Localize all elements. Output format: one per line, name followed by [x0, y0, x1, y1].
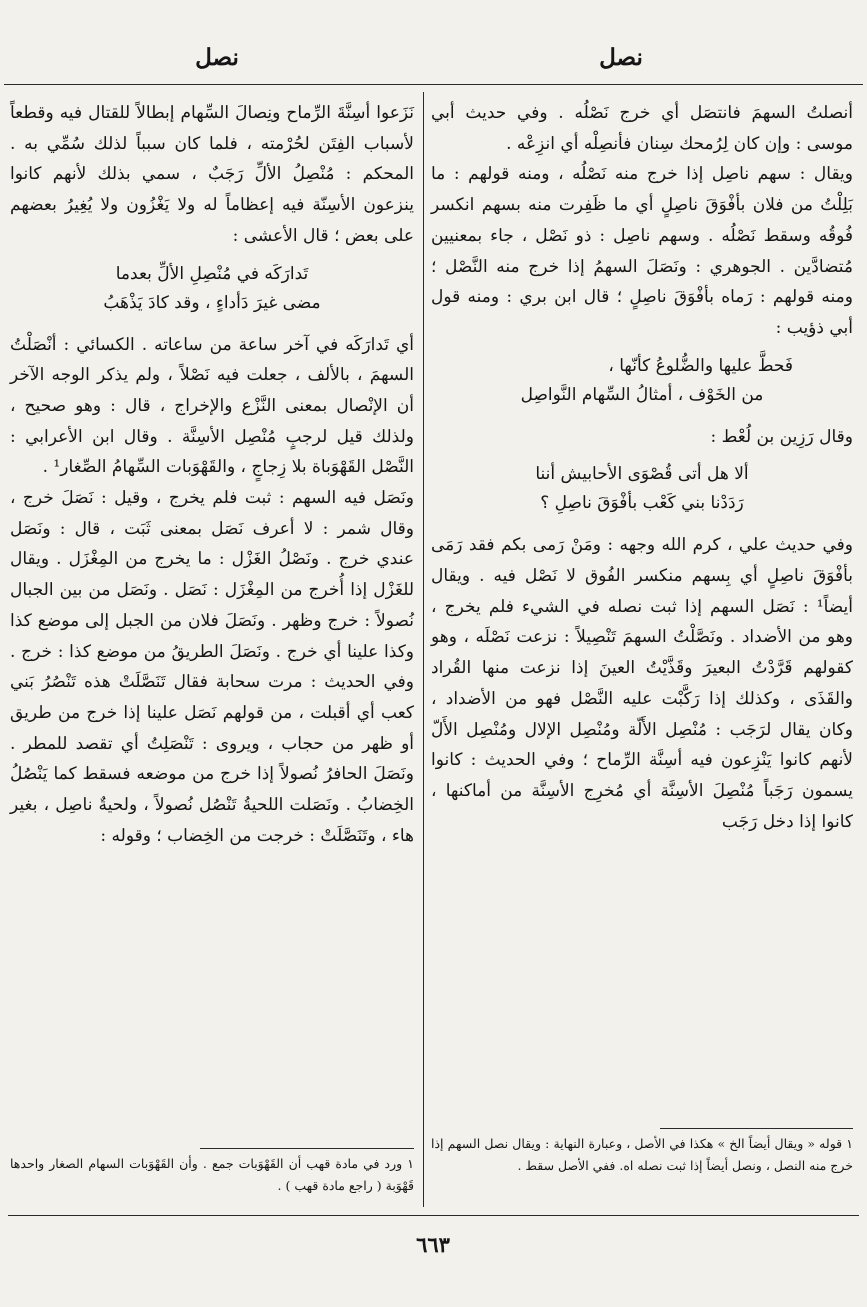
- page-number: ٦٦٣: [416, 1232, 450, 1257]
- right-paragraph-2: ويقال : سهم ناصِل إذا خرج منه نَصْلُه ، ومنه قولهم : ما بَلِلْتُ من فلان بأفْوَقَ ناصِلٍ أي ما ظَفِرت منه بسهم انكسر فُوقُه وسقط نَصْلُه . وسهم ناصِل : ذو نَصْل ، جاء بمعنيين مُتضادَّين . الجوهري : ونَصَلَ السهمُ إذا خرج منه النَّصْل ؛ ومنه قولهم : رَماه بأفْوَقَ ناصِلٍ ؛ قال ابن بري : ومنه قول أبي ذؤيب :: [431, 164, 853, 338]
- left-paragraph-1: نَزَعوا أسِنَّةَ الرِّماح ونِصالَ السِّهام إبطالاً للقتال فيه وقطعاً لأسباب الفِتَن لحُرْمته ، فلما كان سبباً لذلك سُمِّي به . المحكم : مُنْصِلُ الألِّ رَجَبٌ ، سمي بذلك لأنهم كانوا ينزعون الأسِنّة فيه إعظاماً له ولا يَغْزُون ولا يُغِيرُ بعضهم على بعض ؛ قال الأعشى :: [10, 103, 414, 246]
- left-column: [10, 98, 414, 851]
- header-right: نصل: [599, 44, 643, 71]
- right-verse-2: [431, 460, 853, 518]
- left-paragraph-2: أي تَدارَكَه في آخر ساعة من ساعاته . الكسائي : أنْصَلْتُ السهمَ ، بالألف ، جعلت فيه نَصْلاً ، ولم يذكر الوجه الآخر أن الإنْصال بمعنى النَّزْع والإخراج ، قال : وهو صحيح ، ولذلك قيل لرجبٍ مُنْصِل الأسِنَّة . وقال ابن الأعرابي : النَّصْل القَهْوَباة بلا زِجاجٍ ، والقَهْوَبات السِّهامُ الصِّغار¹ .: [10, 334, 414, 478]
- right-column: [431, 98, 853, 837]
- right-verse-1-line-1: فَحطَّ عليها والضُّلوعُ كأنّها ،: [608, 355, 793, 376]
- left-footnote: ١ ورد في مادة قهب أن القَهْوَبات جمع . وأن القَهْوَبات السهام الصغار واحدها قَهْوَبة ( راجع مادة قهب ) .: [10, 1156, 414, 1193]
- right-verse-1-line-2: من الخَوْف ، أمثالُ السِّهام النَّواصِل: [520, 384, 764, 405]
- right-footnote-rule: [660, 1128, 853, 1129]
- right-paragraph-1: أنصلتُ السهمَ فانتصَل أي خرج نَصْلُه . وفي حديث أبي موسى : وإن كان لِرُمحك سِنان فأنصِلْه أي انزِعْه .: [431, 103, 853, 154]
- header-left: نصل: [195, 44, 239, 71]
- left-verse-line-2: مضى غيرَ دَأداءٍ ، وقد كادَ يَذْهَبُ: [103, 292, 321, 313]
- right-paragraph-4: وفي حديث علي ، كرم الله وجهه : ومَنْ رَمى بكم فقد رَمَى بأفْوَقَ ناصِلٍ أي بِسهم منكسر الفُوق لا نَصْل فيه . ويقال أيضاً¹ : نَصَل السهم إذا ثبت نصله في الشيء فلم يخرج ، وهو من الأضداد . ونَصَّلْتُ السهمَ تَنْصِيلاً : نزعت نَصْلَه ، وهو كقولهم قَرَّدْتُ البعيرَ وقَذَّيْتُ العينَ إذا نزعت منها القُراد والقَذَى ، وكذلك إذا رَكَّبْت عليه النَّصْل فهو من الأضداد ، وكان يقال لرَجَب : مُنْصِل الأَلّة ومُنْصِل الإلال ومُنْصِل الأَلّ لأنهم كانوا يَنْزِعون فيه أسِنَّة الرِّماح ؛ وفي الحديث : كانوا يسمون رَجَباً مُنْصِلَ الأسِنَّة أي مُخرِج الأسِنَّة من أماكنها ، كانوا إذا دخل رَجَب: [431, 535, 853, 832]
- header-rule: [4, 84, 863, 85]
- right-paragraph-3: وقال رَزِين بن لُعْط :: [710, 426, 853, 447]
- left-footnote-rule: [200, 1148, 414, 1149]
- right-footnote: ١ قوله « ويقال أيضاً الخ » هكذا في الأصل ، وعبارة النهاية : ويقال نصل السهم إذا خرج منه النصل ، ونصل أيضاً إذا ثبت نصله اه. ففي الأصل سقط .: [431, 1136, 853, 1173]
- column-divider: [423, 92, 424, 1207]
- left-verse-line-1: تَدارَكَه في مُنْصِلِ الألِّ بعدما: [115, 263, 309, 284]
- left-verse: [10, 260, 414, 318]
- right-verse-2-line-2: رَدَدْنا بني كَعْب بأفْوَقَ ناصِلِ ؟: [540, 493, 744, 514]
- left-paragraph-3: ونَصَل فيه السهم : ثبت فلم يخرج ، وقيل : نَصَلَ خرج ، وقال شمر : لا أعرف نَصَل بمعنى ثَبَت ، قال : ونَصَل عندي خرج . ونَصْلُ الغَزْل : ما يخرج من المِغْزَل . ويقال للغَزْل إذا أُخرج من المِغْزَل : نَصَل . ونَصَل من بين الجبال نُصولاً : خرج وظهر . ونَصَلَ فلان من الجبل إلى موضع كذا وكذا علينا أي خرج . ونَصَلَ الطريقُ من موضع كذا : خرج . وفي الحديث : مرت سحابة فقال تَنَصَّلَتْ هذه تَنْصُرُ بَني كعب أي أقبلت ، من قولهم نَصَل علينا إذا خرج من طريق أو ظهر من حجاب ، ويروى : تَنْصَلِتُ أي تقصد للمطر . ونَصَلَ الحافرُ نُصولاً إذا خرج من موضعه فسقط كما يَنْصُلُ الخِضابُ . ونَصَلت اللحيةُ تَنْصُل نُصولاً ، ولحيةٌ ناصِل ، بغير هاء ، وتَنَصَّلَتْ : خرجت من الخِضاب ؛ وقوله :: [10, 488, 414, 846]
- bottom-rule: [8, 1215, 859, 1216]
- right-verse-1: [431, 352, 853, 410]
- right-verse-2-line-1: ألا هل أتى قُصْوَى الأحابيش أننا: [535, 464, 749, 485]
